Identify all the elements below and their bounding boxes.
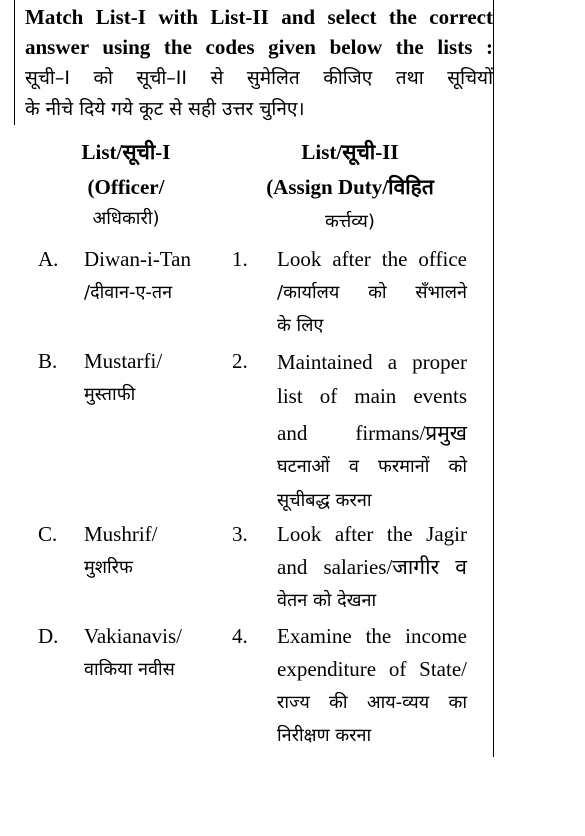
list2-item-1 xyxy=(277,243,467,342)
list1-item-a xyxy=(84,243,191,309)
right-border-line-top xyxy=(493,0,494,412)
list1-item-d xyxy=(84,620,182,686)
list2-item-4 xyxy=(277,620,467,752)
list2-item-2-line-5: सूचीबद्ध करना xyxy=(277,490,372,511)
list2-item-2-line-1: Maintained a proper xyxy=(277,350,467,374)
question-hindi-line-2: के नीचे दिये गये कूट से सही उत्तर चुनिए। xyxy=(25,98,305,120)
question-english-line-1: Match List-I with List-II and select the correct xyxy=(25,5,493,29)
right-border-line-bottom xyxy=(493,412,494,757)
list2-header-title: List/सूची-II xyxy=(301,140,399,164)
left-border-line xyxy=(14,0,15,125)
list2-number-2: 2. xyxy=(232,349,248,373)
list2-item-2 xyxy=(277,345,467,518)
list1-item-c-hindi: मुशरिफ xyxy=(84,557,133,578)
list1-item-a-english: Diwan-i-Tan xyxy=(84,247,191,271)
list2-item-3-line-1: Look after the Jagir xyxy=(277,522,467,546)
list2-header-subtitle: (Assign Duty/विहित xyxy=(266,175,434,199)
list2-item-4-line-1: Examine the income xyxy=(277,624,467,648)
list1-item-d-hindi: वाकिया नवीस xyxy=(84,659,175,680)
list2-header-subtitle-hindi: कर्त्तव्य) xyxy=(325,211,375,232)
list2-item-4-line-2: expenditure of State/ xyxy=(277,657,467,681)
list2-item-2-line-4: घटनाओं व फरमानों को xyxy=(277,456,467,477)
list2-item-1-line-3: के लिए xyxy=(277,315,324,336)
list1-letter-a: A. xyxy=(38,247,59,271)
list2-item-1-line-1: Look after the office xyxy=(277,247,467,271)
question-hindi-line-1: सूची–I को सूची–II से सुमेलित कीजिए तथा सूचियों xyxy=(25,67,493,89)
list1-letter-b: B. xyxy=(38,349,58,373)
list1-item-b xyxy=(84,345,162,411)
list1-header-subtitle-hindi: अधिकारी) xyxy=(92,208,160,229)
list2-item-3-line-2: and salaries/जागीर व xyxy=(277,555,467,579)
list1-item-b-hindi: मुस्ताफी xyxy=(84,384,136,405)
list1-item-c-english: Mushrif/ xyxy=(84,522,158,546)
list2-item-3 xyxy=(277,518,467,617)
list2-item-1-line-2: /कार्यालय को सँभालने xyxy=(277,282,467,303)
list1-letter-d: D. xyxy=(38,624,59,648)
list2-number-3: 3. xyxy=(232,522,248,546)
list1-letter-c: C. xyxy=(38,522,58,546)
list2-item-2-line-3: and firmans/प्रमुख xyxy=(277,421,467,445)
list2-number-4: 4. xyxy=(232,624,248,648)
list1-item-b-english: Mustarfi/ xyxy=(84,349,163,373)
list1-item-c xyxy=(84,518,158,584)
list1-header-subtitle: (Officer/ xyxy=(87,175,165,199)
list2-item-4-line-3: राज्य की आय-व्यय का xyxy=(277,692,467,713)
list1-item-d-english: Vakianavis/ xyxy=(84,624,182,648)
list2-item-2-line-2: list of main events xyxy=(277,384,467,408)
list1-item-a-hindi: /दीवान-ए-तन xyxy=(84,282,173,303)
list2-item-3-line-3: वेतन को देखना xyxy=(277,590,377,611)
list1-header-title: List/सूची-I xyxy=(81,140,171,164)
list2-item-4-line-4: निरीक्षण करना xyxy=(277,725,372,746)
question-english-line-2: answer using the codes given below the lists : xyxy=(25,35,493,59)
list2-number-1: 1. xyxy=(232,247,248,271)
